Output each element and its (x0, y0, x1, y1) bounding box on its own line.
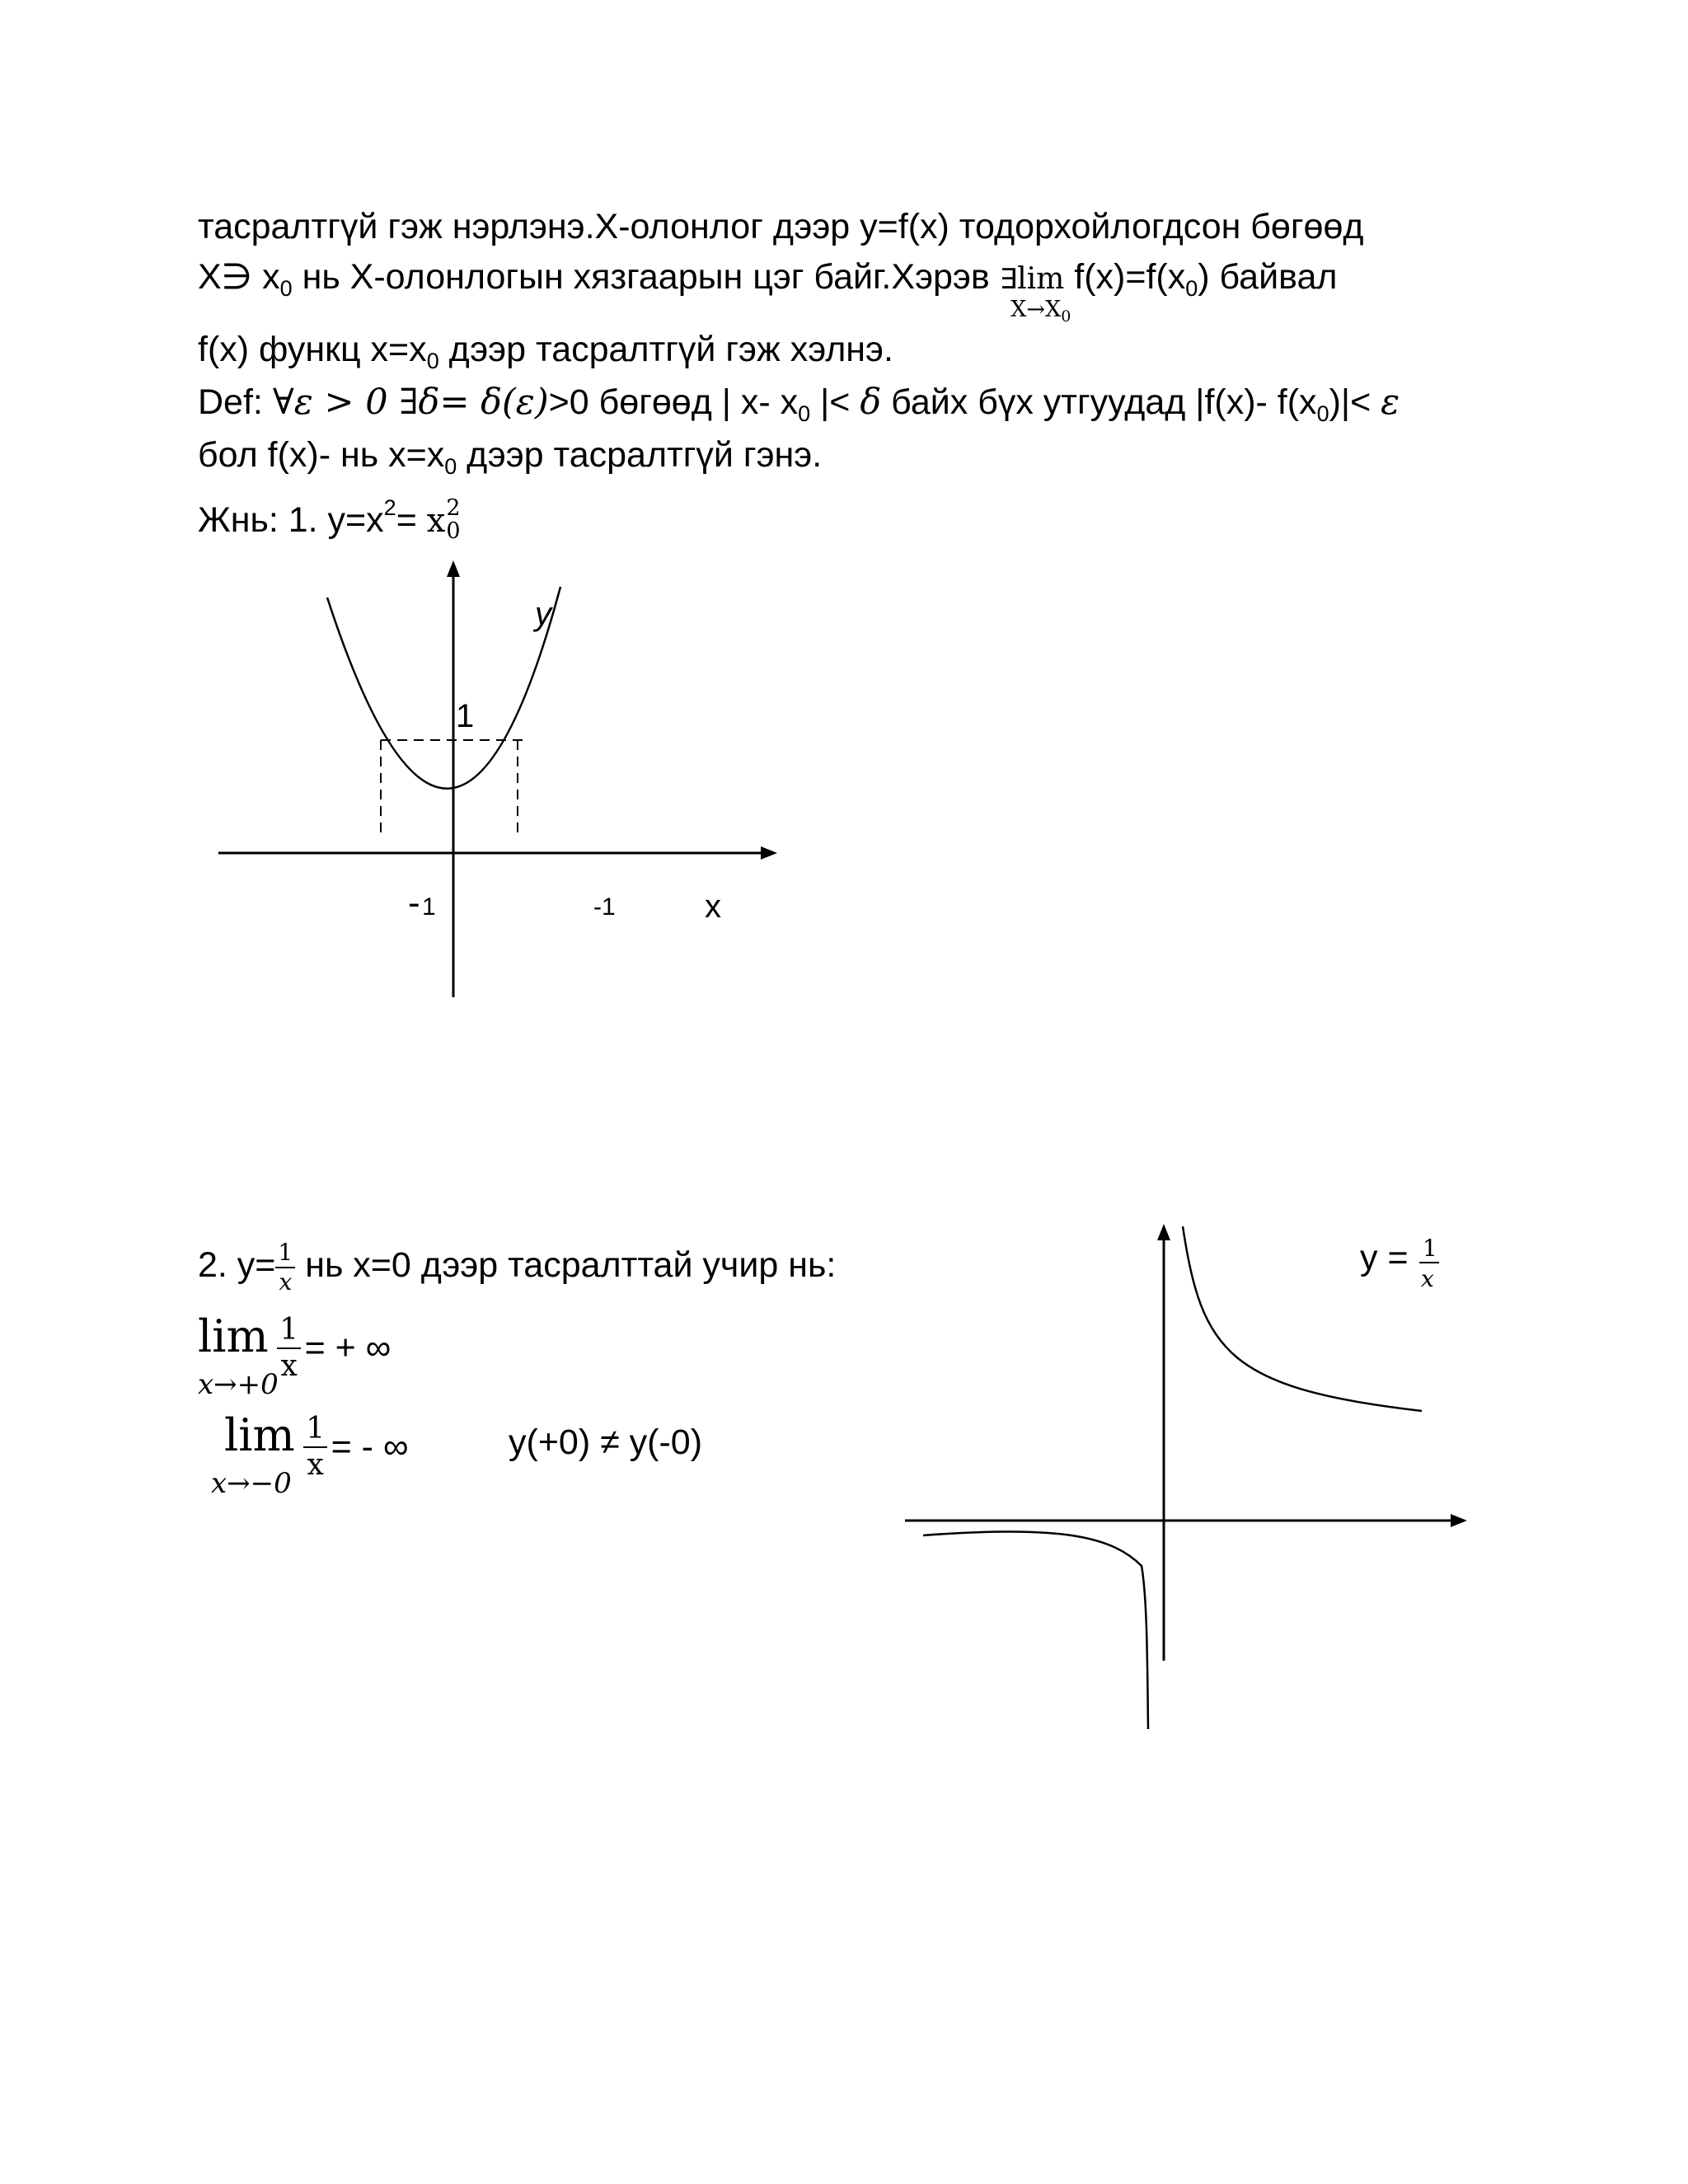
x-label: x (705, 888, 721, 925)
x-axis-arrow (1451, 1514, 1467, 1527)
y-axis-arrow (1157, 1224, 1170, 1240)
limit-minus-zero: lim x→−0 $\frac{1}{x}$ = - ∞ (211, 1409, 409, 1500)
limit-plus-zero: lim x→+0 $\frac{1}{x}$ = + ∞ (198, 1310, 392, 1401)
hyperbola-left-branch (923, 1531, 1148, 1729)
graph-label: y = (1360, 1238, 1409, 1277)
x-tick-left-dash: - (408, 883, 420, 923)
text-line-3: f(x) функц $x=x_0$ дээр тасралтгүй гэж хэлнэ. (198, 330, 893, 373)
graph-label-num: 1 (1423, 1235, 1437, 1262)
parabola-graph (210, 552, 787, 1014)
x-tick-right: -1 (593, 893, 616, 921)
y-label: y (535, 596, 551, 632)
text-line-5: бол f(x)- нь $x=x_0$ дээр тасралтгүй гэнэ. (198, 435, 823, 479)
text-line-def: Def: ∀ε > 0 ∃δ= δ(ε)>0 бөгөөд | x- $x_0$ |< δ байх бүх утгуудад |f(x)- $f(x_0)|< \varepsilon$ (198, 382, 1400, 426)
fraction-1-over-x: $\frac{1}{x}$ (275, 1239, 295, 1296)
x-axis-arrow (761, 846, 777, 860)
text-line-example-1: Жнь: 1. $y=x^2= x$ 2 0 (198, 495, 461, 544)
graph-label-den: x (1421, 1265, 1434, 1292)
text-line-2: X∋ $x_0$ нь X-олонлогын хязгаарын цэг байг.Хэрэв ∃lim $X\to X_0$ $f(x)=f(x_0)$ байвал (198, 257, 1338, 326)
y-axis-arrow (447, 560, 460, 577)
exists-symbol: ∃ (999, 264, 1018, 295)
parabola-curve (327, 587, 560, 789)
hyperbola-graph (898, 1220, 1475, 1747)
one-label: 1 (456, 698, 475, 734)
limit-operator: lim $X\to X_0$ (1010, 262, 1071, 326)
inequality-text: y(+0) ≠ y(-0) (509, 1422, 703, 1462)
text-line-1: тасралтгүй гэж нэрлэнэ.X-олонлог дээр y=f(x) тодорхойлогдсон бөгөөд (198, 207, 1364, 246)
text-example-2: 2. y= $\frac{1}{x}$ нь x=0 дээр тасралттай учир нь: (198, 1238, 837, 1296)
x-tick-left: 1 (422, 893, 436, 921)
